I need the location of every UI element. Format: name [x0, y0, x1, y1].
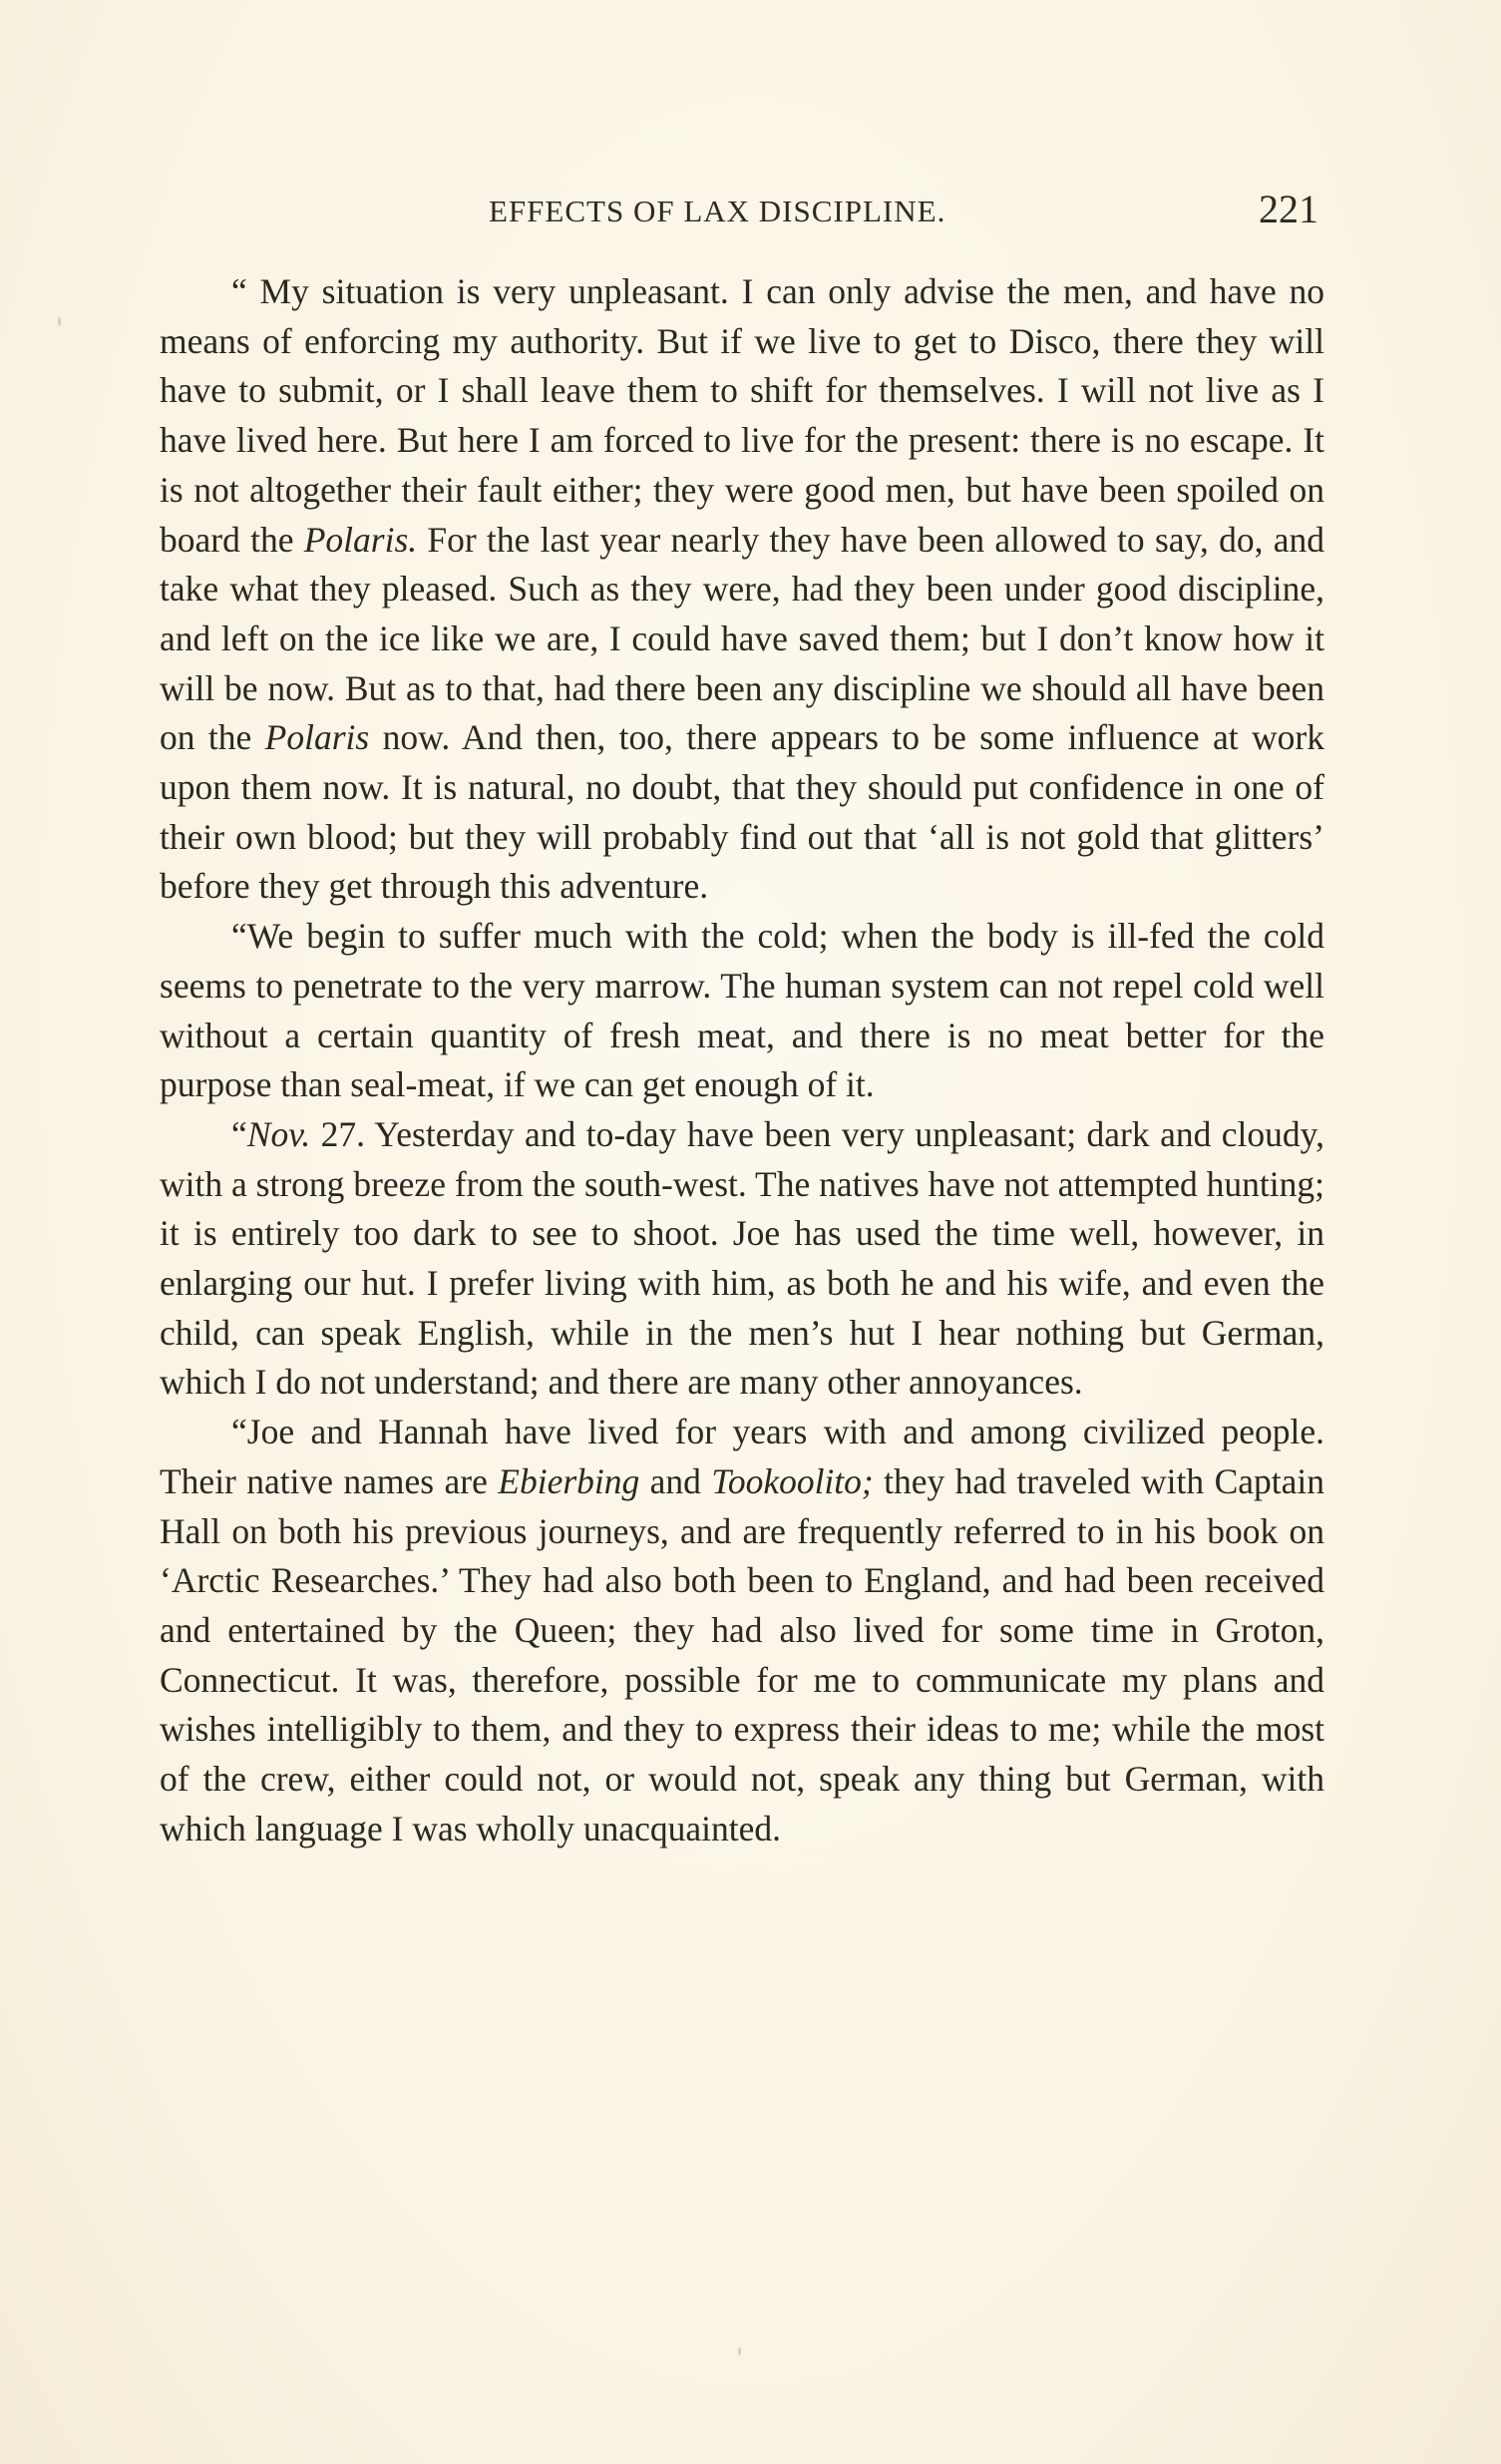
italic-ship-name: Polaris [264, 717, 370, 758]
italic-date: Nov. [246, 1113, 311, 1154]
text-run: “Joe and Hannah have lived for years with and among civilized people. Their native names are [160, 1412, 1324, 1501]
page-header [160, 186, 1318, 245]
text-run: “ [231, 1113, 247, 1154]
italic-native-name: Ebierbing [498, 1460, 640, 1501]
text-run: “ My situation is very unpleasant. I can only advise the men, and have no means of enforcing my authority. But if we live to get to Disco, there they will have to submit, or I shall leave them to shift for themselves. I will not live as I have lived here. But here I am forced to live for the present: there is no escape. It is not altogether their fault either; they were good men, but have been spoiled on board the [160, 271, 1324, 560]
paragraph-3 [160, 1110, 1324, 1408]
italic-ship-name: Polaris. [303, 519, 418, 560]
running-head: EFFECTS OF LAX DISCIPLINE. [489, 194, 946, 228]
body-text [160, 267, 1324, 1854]
italic-native-name: Tookoolito; [711, 1460, 874, 1501]
text-run: they had traveled with Captain Hall on both his previous journeys, and are frequently referred to in his book on ‘Arctic Researches.’ They had also both been to England, and had been received and entertained by the Queen; they had also lived for some time in Groton, Connecticut. It was, therefore, possible for me to communicate my plans and wishes intelligibly to them, and they to express their ideas to me; while the most of the crew, either could not, or would not, speak any thing but German, with which language I was wholly unacquainted. [160, 1460, 1324, 1848]
paragraph-4 [160, 1408, 1324, 1853]
page-number: 221 [1259, 187, 1318, 231]
paragraph-1 [160, 267, 1324, 912]
paragraph-2 [160, 912, 1324, 1110]
text-run: “We begin to suffer much with the cold; when the body is ill-fed the cold seems to penetrate to the very marrow. The human system can not repel cold well without a certain quantity of fresh meat, and there is no meat better for the purpose than seal-meat, if we can get enough of it. [160, 916, 1324, 1105]
paper-speck [738, 2347, 741, 2355]
text-run: 27. Yesterday and to-day have been very unpleasant; dark and cloudy, with a strong breeze from the south-west. The natives have not attempted hunting; it is entirely too dark to see to shoot. Joe has used the time well, however, in enlarging our hut. I prefer living with him, as both he and his wife, and even the child, can speak English, while in the men’s hut I hear nothing but German, which I do not understand; and there are many other annoyances. [160, 1113, 1324, 1403]
paper-speck [58, 317, 61, 326]
text-run: and [639, 1460, 712, 1501]
text-run: For the last year nearly they have been allowed to say, do, and take what they pleased. Such as they were, had they been under good discipline, and left on the ice like we are, I could have saved them; but I don’t know how it will be now. But as to that, had there been any discipline we should all have been on the [160, 519, 1324, 758]
text-run: now. And then, too, there appears to be some influence at work upon them now. It is natural, no doubt, that they should put confidence in one of their own blood; but they will probably find out that ‘all is not gold that glitters’ before they get through this adventure. [160, 717, 1324, 907]
